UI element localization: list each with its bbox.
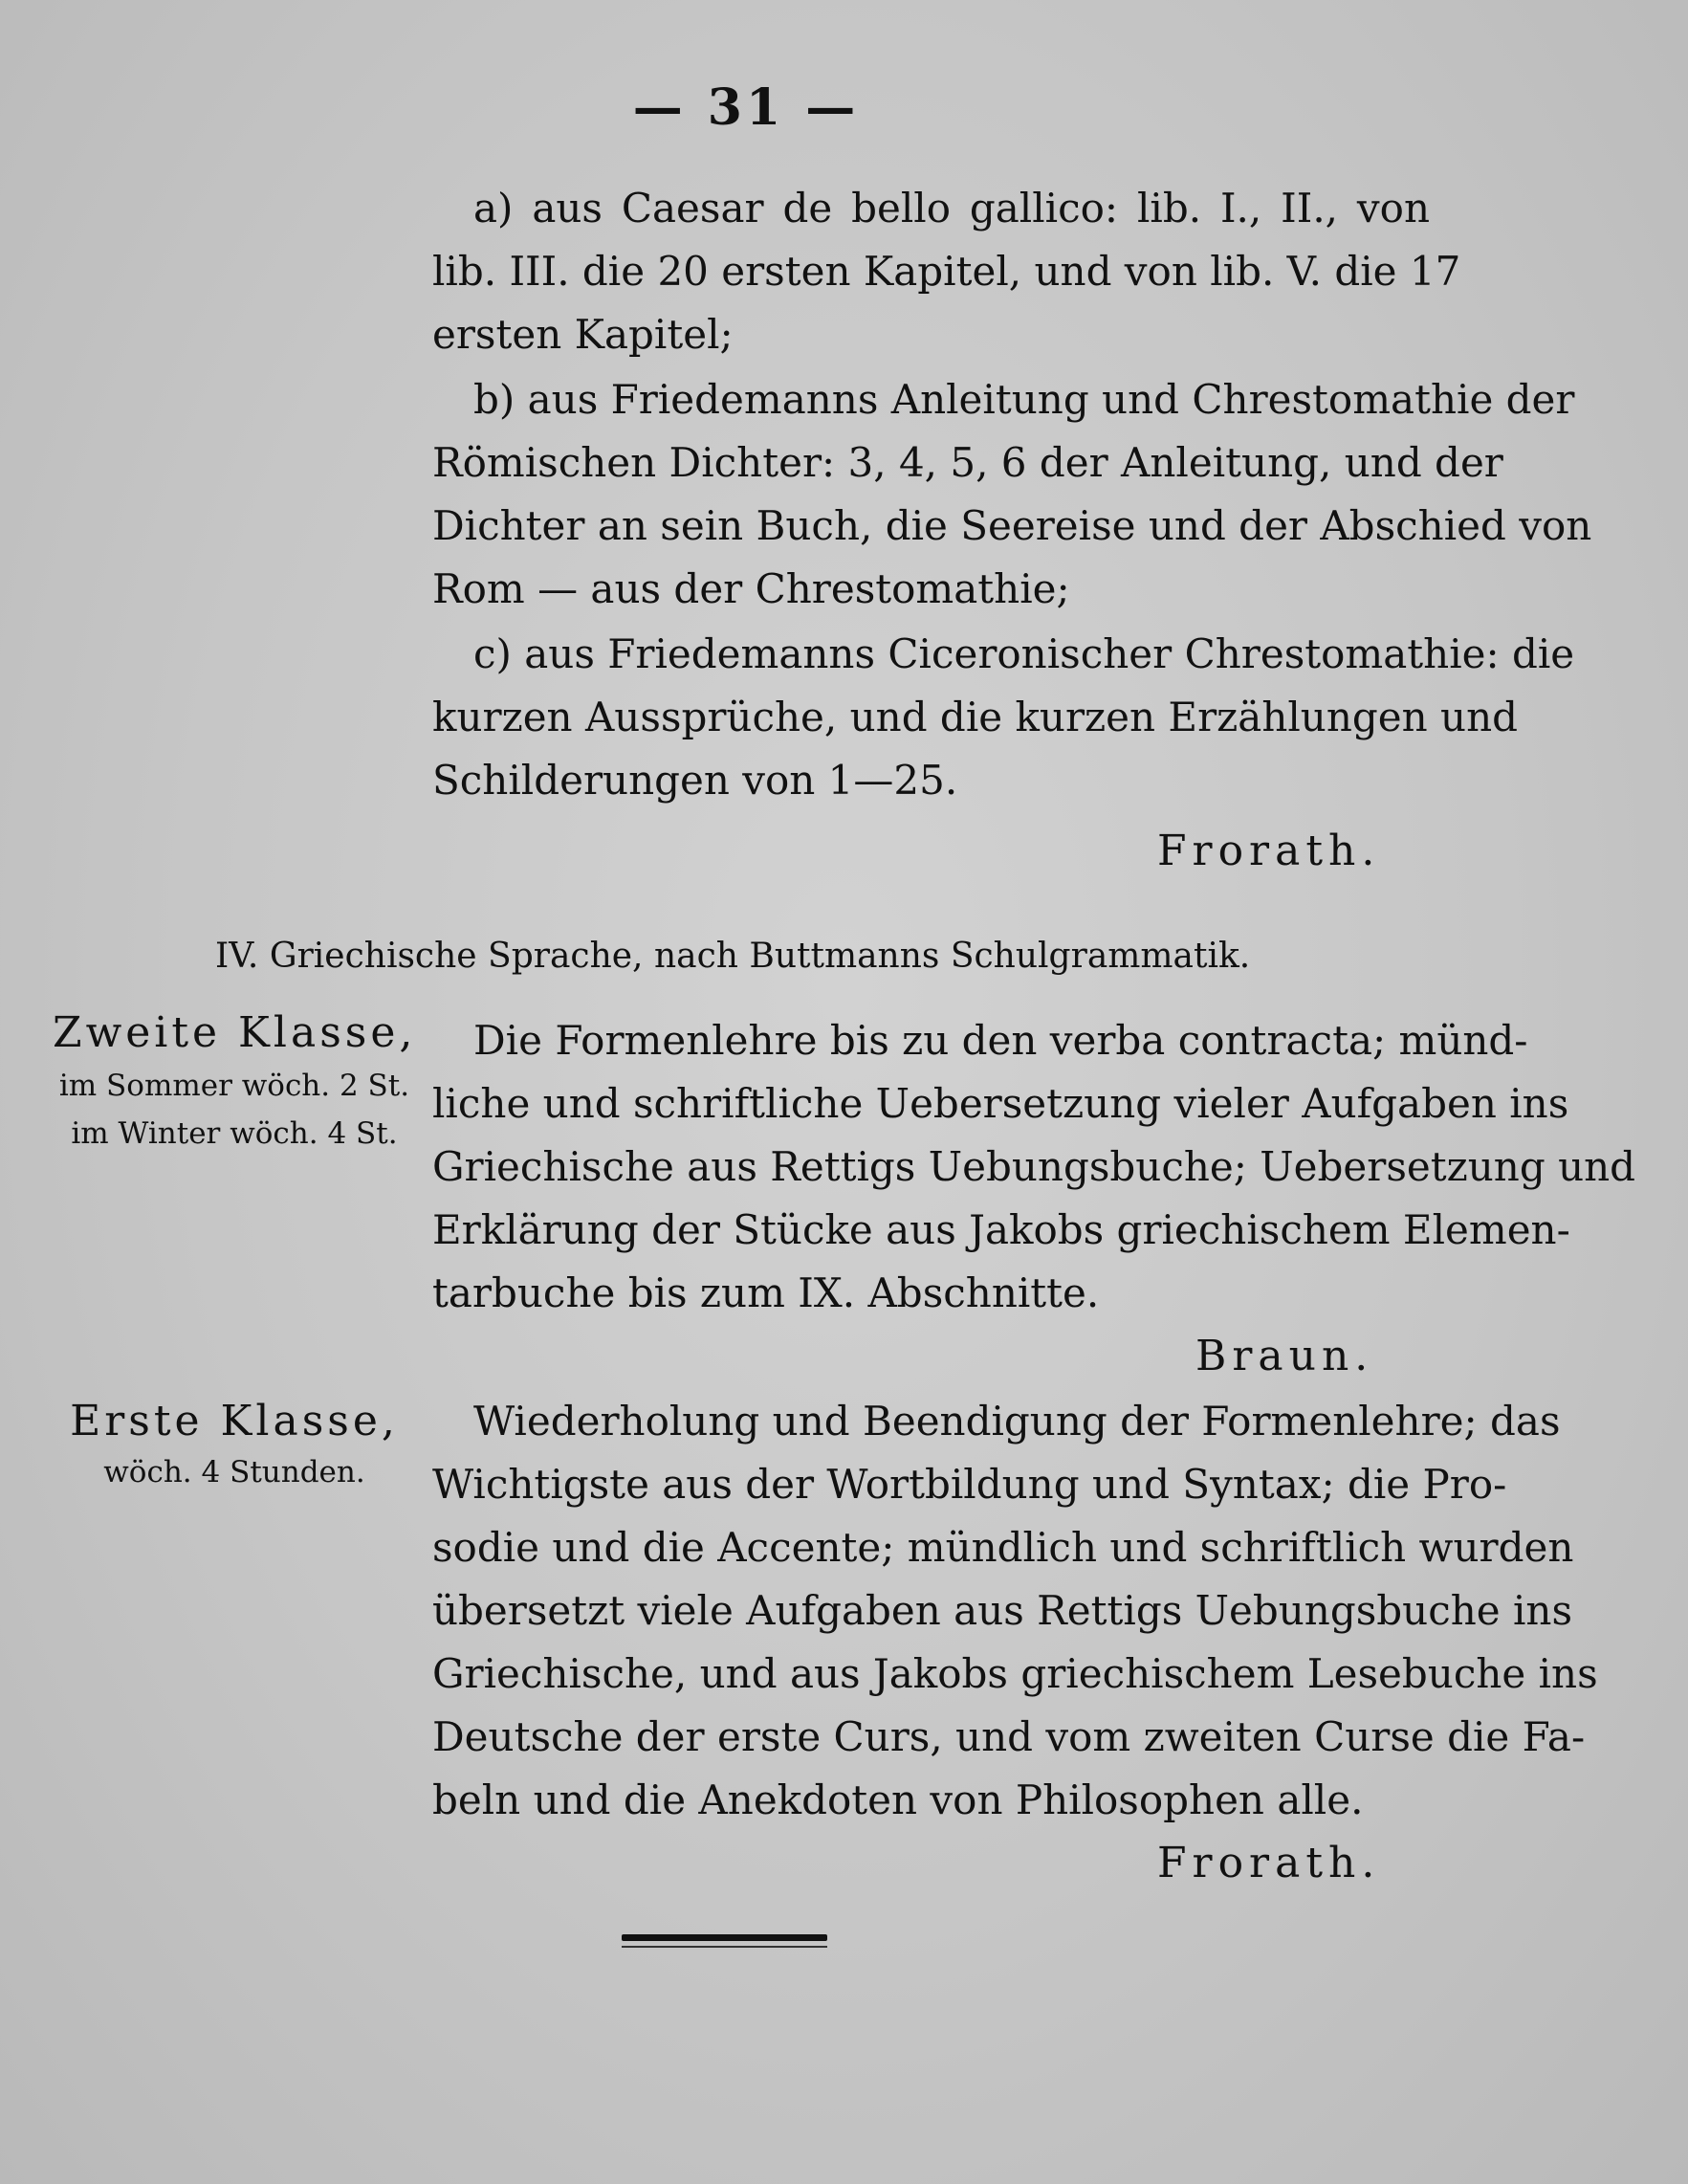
- zweite-line-1: Die Formenlehre bis zu den verba contracta; münd-: [473, 1017, 1528, 1064]
- erste-line-3: sodie und die Accente; mündlich und schriftlich wurden: [432, 1524, 1574, 1571]
- erste-line-6: Deutsche der erste Curs, und vom zweiten Curse die Fa-: [432, 1713, 1586, 1760]
- section-end-rule-thin: [622, 1946, 827, 1948]
- latin-line-1: a) aus Caesar de bello gallico: lib. I., II., von: [473, 185, 1430, 232]
- zweite-line-3: Griechische aus Rettigs Uebungsbuche; Uebersetzung und: [432, 1143, 1636, 1190]
- latin-line-6: Dichter an sein Buch, die Seereise und der Abschied von: [432, 502, 1592, 549]
- class-label-zweite: Zweite Klasse,: [53, 1008, 417, 1057]
- latin-line-7: Rom — aus der Chrestomathie;: [432, 565, 1070, 612]
- latin-line-3: ersten Kapitel;: [432, 311, 734, 358]
- section-heading-greek: IV. Griechische Sprache, nach Buttmanns Schulgrammatik.: [215, 937, 1251, 976]
- class-hours-winter: im Winter wöch. 4 St.: [71, 1116, 398, 1151]
- zweite-line-2: liche und schriftliche Uebersetzung vieler Aufgaben ins: [432, 1080, 1569, 1127]
- latin-line-4: b) aus Friedemanns Anleitung und Chrestomathie der: [473, 376, 1575, 423]
- zweite-line-5: tarbuche bis zum IX. Abschnitte.: [432, 1269, 1100, 1316]
- signature-frorath-greek: Frorath.: [1157, 1839, 1381, 1887]
- erste-line-2: Wichtigste aus der Wortbildung und Syntax; die Pro-: [432, 1461, 1507, 1508]
- latin-line-10: Schilderungen von 1—25.: [432, 757, 958, 804]
- section-end-rule: [622, 1934, 827, 1941]
- class-hours-summer: im Sommer wöch. 2 St.: [58, 1069, 410, 1103]
- latin-line-2: lib. III. die 20 ersten Kapitel, und von lib. V. die 17: [432, 248, 1461, 295]
- latin-line-5: Römischen Dichter: 3, 4, 5, 6 der Anleitung, und der: [432, 439, 1503, 486]
- erste-line-1: Wiederholung und Beendigung der Formenlehre; das: [473, 1398, 1561, 1445]
- class-label-erste: Erste Klasse,: [70, 1397, 399, 1445]
- signature-frorath-latin: Frorath.: [1157, 827, 1381, 875]
- page-number: — 31 —: [632, 78, 860, 137]
- zweite-line-4: Erklärung der Stücke aus Jakobs griechischem Elemen-: [432, 1206, 1570, 1253]
- class-hours-erste: wöch. 4 Stunden.: [103, 1455, 365, 1489]
- erste-line-7: beln und die Anekdoten von Philosophen alle.: [432, 1776, 1364, 1823]
- latin-line-9: kurzen Aussprüche, und die kurzen Erzählungen und: [432, 694, 1519, 740]
- erste-line-5: Griechische, und aus Jakobs griechischem Lesebuche ins: [432, 1650, 1598, 1697]
- erste-line-4: übersetzt viele Aufgaben aus Rettigs Uebungsbuche ins: [432, 1587, 1573, 1634]
- latin-line-8: c) aus Friedemanns Ciceronischer Chrestomathie: die: [473, 630, 1575, 677]
- signature-braun: Braun.: [1195, 1332, 1374, 1380]
